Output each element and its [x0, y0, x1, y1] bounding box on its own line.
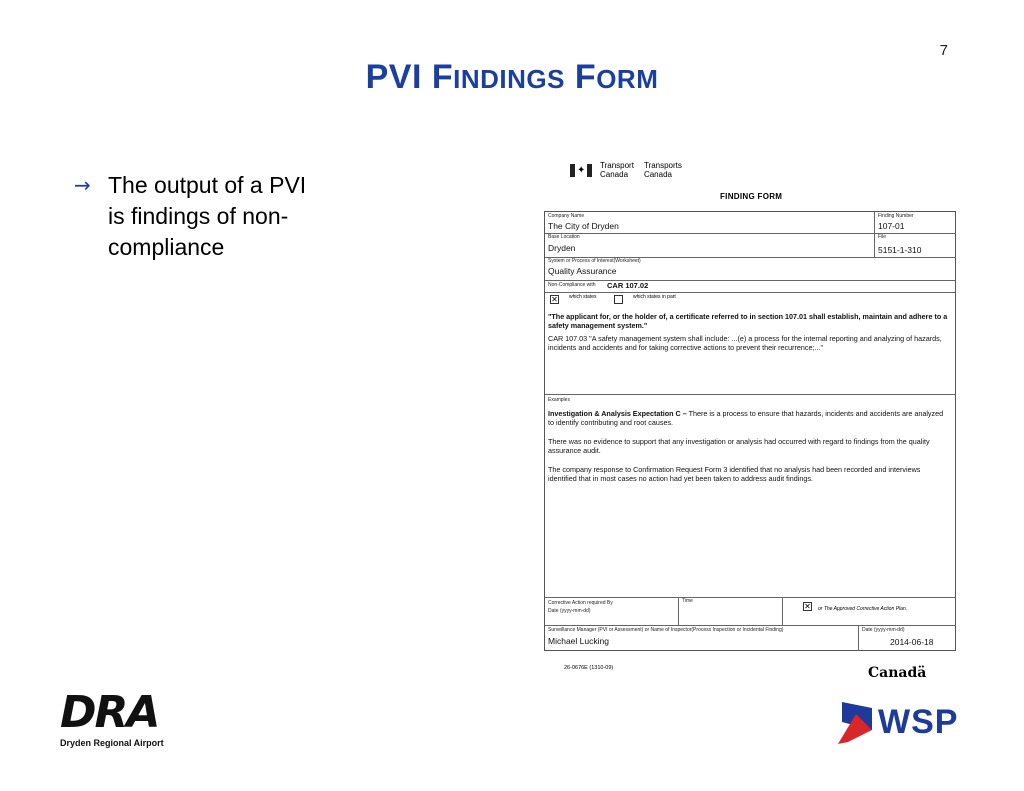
- company-name-value: The City of Dryden: [548, 221, 619, 231]
- bullet-text: The output of a PVI is findings of non-compliance: [108, 172, 307, 260]
- title-part1-small: INDINGS: [453, 64, 565, 94]
- quote-car: CAR 107.03 "A safety management system shall include: ...(e) a process for the internal reporting and analyzing of hazards, incidents and accidents and for taking corrective actions to prevent their recurrence;...": [548, 334, 942, 352]
- noncompliance-label: Non-Compliance with: [548, 282, 596, 288]
- page-number: 7: [939, 42, 948, 59]
- form-code: 26-0676E (1310-09): [564, 665, 614, 671]
- approved-plan-label: or The Approved Corrective Action Plan.: [818, 606, 908, 612]
- file-value: 5151-1-310: [878, 245, 922, 255]
- title-part1-big: PVI F: [365, 58, 454, 96]
- agency-en-line1: Transport: [600, 161, 634, 170]
- corrective-date-label: Date (yyyy-mm-dd): [548, 608, 591, 614]
- example-1: [548, 409, 948, 427]
- agency-en-line2: Canada: [600, 170, 629, 179]
- corrective-action-label: Corrective Action required By: [548, 600, 613, 606]
- date-value: 2014-06-18: [890, 637, 934, 647]
- company-name-label: Company Name: [548, 213, 585, 219]
- noncompliance-car: CAR 107.02: [607, 281, 649, 290]
- quote-bold: "The applicant for, or the holder of, a certificate referred to in section 107.01 shall establish, maintain and adhere to a safety management system.": [548, 312, 948, 330]
- dra-name: Dryden Regional Airport: [60, 738, 164, 748]
- finding-form-image: [530, 155, 970, 680]
- finding-number-value: 107-01: [878, 221, 905, 231]
- dra-mark: DRA: [60, 687, 159, 738]
- which-states-checkbox: ✕: [551, 295, 558, 304]
- surveillance-name: Michael Lucking: [548, 636, 609, 646]
- wsp-mark-icon: [838, 700, 874, 744]
- agency-fr-line1: Transports: [643, 161, 682, 170]
- system-label: System or Process of Interest(Worksheet): [548, 258, 641, 264]
- base-location-label: Base Location: [548, 234, 580, 240]
- title-part2-small: ORM: [596, 64, 659, 94]
- examples-label: Examples: [548, 397, 570, 403]
- canada-flag-icon: ✦: [570, 164, 592, 177]
- wsp-wordmark: WSP: [878, 702, 959, 741]
- transport-canada-logo: [570, 161, 682, 179]
- form-heading: FINDING FORM: [720, 192, 783, 201]
- base-location-value: Dryden: [548, 243, 576, 253]
- date-label: Date (yyyy-mm-dd): [862, 627, 905, 633]
- slide-title: [0, 58, 1024, 97]
- time-label: Time: [682, 598, 693, 604]
- finding-number-label: Finding Number: [878, 213, 914, 219]
- title-part2-big: F: [564, 58, 597, 96]
- example-3: The company response to Confirmation Request Form 3 identified that no analysis had been recorded and interviews identified that in most cases no action had yet been taken to address audit findings.: [548, 465, 921, 483]
- system-value: Quality Assurance: [548, 266, 617, 276]
- which-states-part-label: which states in part: [633, 294, 676, 300]
- file-label: File: [878, 234, 887, 240]
- bullet-item: [74, 170, 324, 263]
- canada-wordmark: Canadä: [868, 665, 927, 681]
- agency-fr-line2: Canada: [643, 170, 672, 179]
- approved-plan-checkbox: ✕: [804, 602, 811, 611]
- example-2: There was no evidence to support that any investigation or analysis had occurred with regard to findings from the quality assurance audit.: [548, 437, 930, 455]
- dra-logo: [60, 687, 164, 748]
- arrow-right-icon: →: [74, 173, 91, 197]
- form-table: [544, 211, 956, 651]
- example-1-bold: Investigation & Analysis Expectation C –: [548, 409, 687, 418]
- wsp-logo: [838, 700, 958, 744]
- which-states-part-checkbox: [614, 295, 623, 304]
- surveillance-label: Surveillance Manager (PVI or Assessment) or Name of Inspector(Process Inspection or Incidental Finding): [548, 627, 784, 633]
- which-states-label: which states: [569, 294, 597, 300]
- example-1-rest: There is a process to ensure that hazards, incidents and accidents are analyzed to identify contributing and root causes.: [548, 409, 944, 427]
